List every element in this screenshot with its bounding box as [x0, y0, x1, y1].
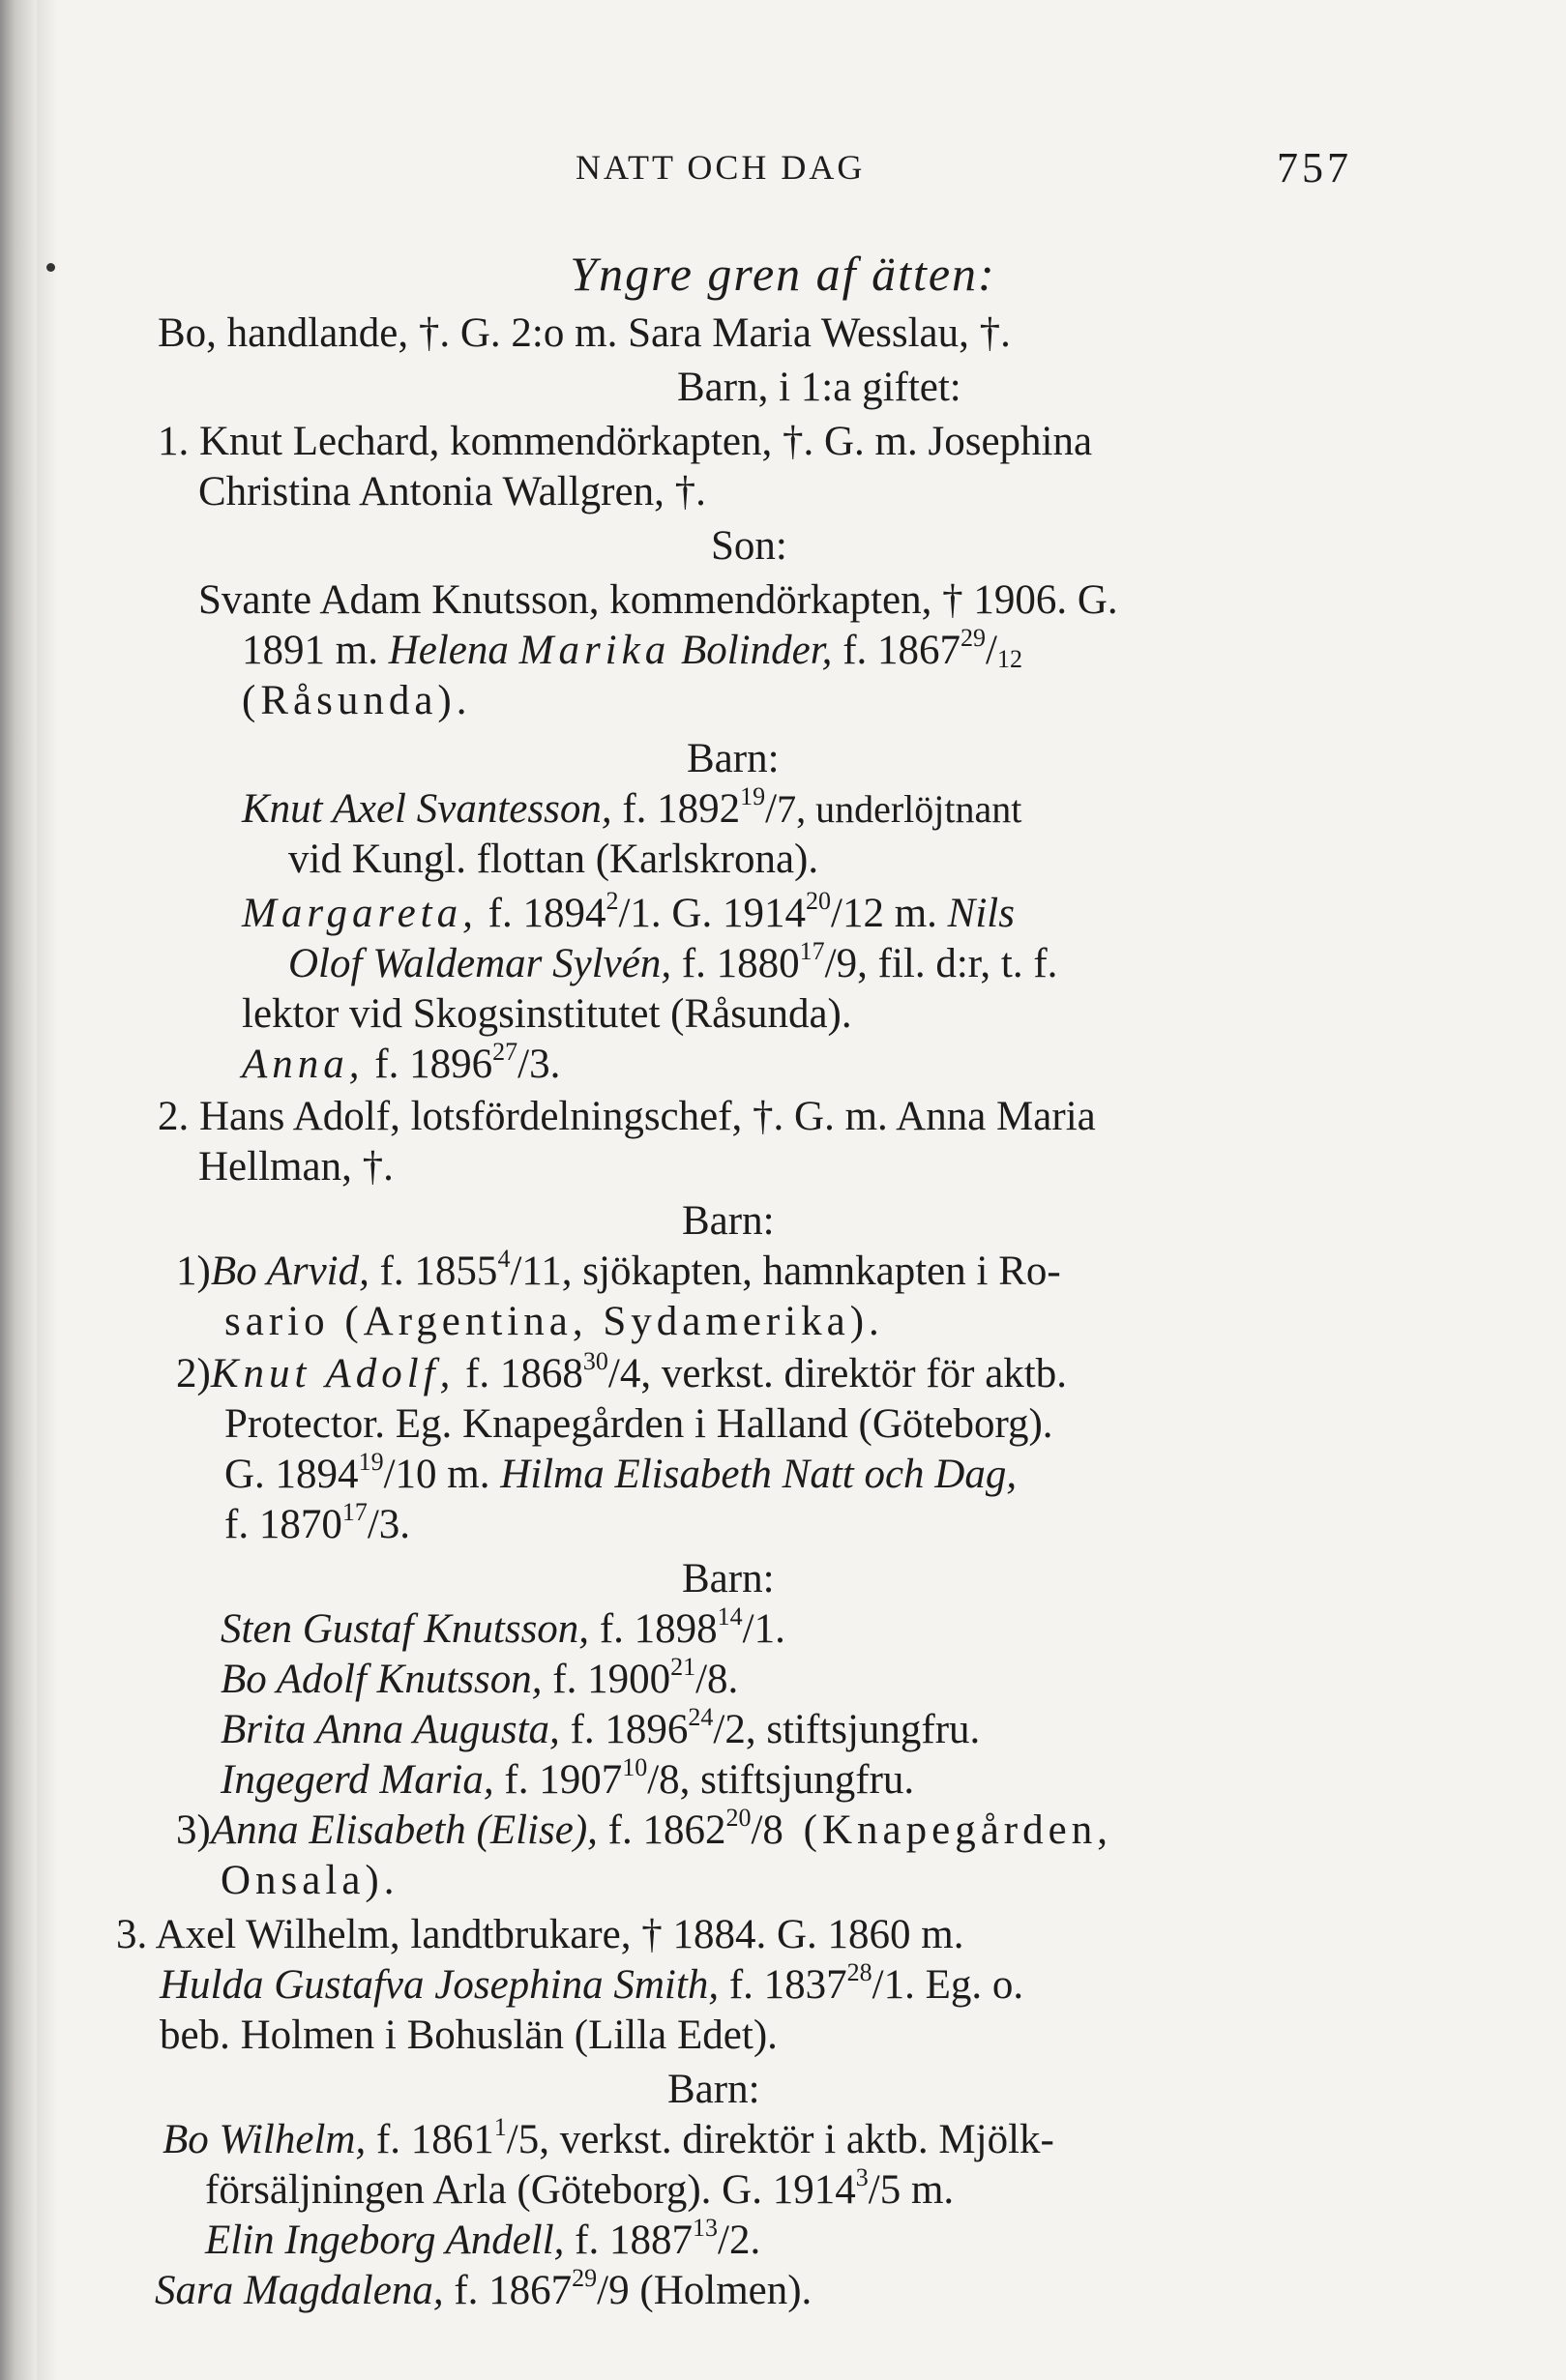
date-day: 13	[693, 2214, 718, 2242]
person-name: Bo Adolf Knutsson,	[221, 1657, 543, 1702]
text-line: G. 1894$^{19}$/10 m. Hilma Elisabeth Natt och Dag,	[224, 1448, 1018, 1497]
list-number: 2)	[176, 1351, 211, 1396]
text-run: 8.	[707, 1657, 739, 1702]
text-run: 1.	[753, 1606, 785, 1652]
subheading: Barn:	[687, 736, 780, 781]
text-run: 8, stiftsjungfru.	[659, 1757, 915, 1803]
text-line: Christina Antonia Wallgren, †.	[198, 469, 706, 514]
place-name: (Råsunda).	[242, 678, 472, 723]
date-text: f. 1887	[575, 2218, 693, 2263]
person-name: Bolinder,	[680, 628, 833, 673]
text-run: 3.	[378, 1502, 411, 1547]
text-line: Sara Magdalena, f. 1867$^{29}$/9 (Holmen).	[155, 2264, 813, 2313]
person-name: Bo Arvid,	[210, 1249, 369, 1294]
text-run: 3.	[529, 1042, 561, 1087]
text-run: 1. Eg. o.	[883, 1962, 1024, 2008]
date-text: f. 1870	[224, 1502, 342, 1547]
date-day: 2	[606, 887, 619, 915]
person-name: Olof Waldemar Sylvén,	[288, 941, 672, 986]
text-line: Sten Gustaf Knutsson, f. 1898$^{14}$/1.	[221, 1602, 785, 1652]
list-number: 1)	[176, 1249, 211, 1294]
text-run: 4, verkst. direktör för aktb.	[619, 1351, 1067, 1396]
text-line: Protector. Eg. Knapegården i Halland (Göteborg).	[224, 1401, 1053, 1447]
text-line: Elin Ingeborg Andell, f. 1887$^{13}$/2.	[205, 2214, 761, 2263]
date-day: 4	[497, 1245, 511, 1273]
date-day: 14	[717, 1602, 743, 1631]
date-day: 10	[622, 1753, 648, 1781]
date-text: G. 1894	[224, 1452, 359, 1497]
page-number: 757	[1277, 144, 1352, 191]
date-day: 1	[493, 2113, 507, 2141]
subheading: Son:	[711, 523, 787, 569]
text-line: Hulda Gustafva Josephina Smith, f. 1837$^{28}$/1. Eg. o.	[160, 1958, 1024, 2008]
text-line: Brita Anna Augusta, f. 1896$^{24}$/2, stiftsjungfru.	[221, 1703, 981, 1752]
person-name: Knut Axel Svantesson,	[242, 786, 612, 832]
date-day: 29	[572, 2264, 598, 2292]
date-day: 3	[855, 2163, 869, 2191]
date-text: f. 1894	[488, 891, 606, 936]
person-name: Brita Anna Augusta,	[221, 1707, 560, 1752]
text-line: Knut Axel Svantesson, f. 1892$^{19}$/7, underlöjtnant	[242, 782, 1022, 832]
text-line: 2. Hans Adolf, lotsfördelningschef, †. G. m. Anna Maria	[158, 1094, 1096, 1139]
text-line: Bo Adolf Knutsson, f. 1900$^{21}$/8.	[221, 1653, 739, 1702]
text-line: Margareta, f. 1894$^2$/1. G. 1914$^{20}$/12 m. Nils	[242, 887, 1015, 936]
date-text: f. 1867	[454, 2268, 573, 2313]
person-name: Helena	[388, 628, 509, 673]
date-text: f. 1880	[681, 941, 800, 986]
date-month: 12	[996, 645, 1022, 673]
text-line: Bo Wilhelm, f. 1861$^1$/5, verkst. direktör i aktb. Mjölk-	[163, 2113, 1054, 2162]
text-run: 9 (Holmen).	[608, 2268, 813, 2313]
person-name: Hulda Gustafva Josephina Smith,	[160, 1962, 720, 2008]
text-line: Bo, handlande, †. G. 2:o m. Sara Maria Wesslau, †.	[158, 310, 1011, 356]
text-line: 3)Anna Elisabeth (Elise), f. 1862$^{20}$/8 (Knapegården,	[176, 1804, 1112, 1853]
text-line: sario (Argentina, Sydamerika).	[224, 1299, 884, 1344]
person-name: Sara Magdalena,	[155, 2268, 444, 2313]
text-line: 2)Knut Adolf, f. 1868$^{30}$/4, verkst. direktör för aktb.	[176, 1347, 1067, 1396]
person-name: Anna,	[242, 1042, 365, 1087]
text-line: 1891 m. Helena Marika Bolinder, f. $1867^{29}/_{12}$	[242, 624, 1022, 673]
date-text: f. 1861	[375, 2117, 494, 2162]
text-line: lektor vid Skogsinstitutet (Råsunda).	[242, 991, 852, 1037]
text-line: Hellman, †.	[198, 1144, 394, 1190]
text-line: Ingegerd Maria, f. 1907$^{10}$/8, stiftsjungfru.	[221, 1753, 915, 1803]
date-day: 19	[358, 1448, 384, 1476]
text-line: Anna, f. 1896$^{27}$/3.	[242, 1038, 561, 1087]
text-run: 2, stiftsjungfru.	[724, 1707, 981, 1752]
date-text: f. 1868	[465, 1351, 583, 1396]
text-run: 5, verkst. direktör i aktb. Mjölk-	[517, 2117, 1054, 2162]
text-run: 5 m.	[879, 2167, 955, 2213]
date-day: 20	[725, 1804, 752, 1832]
person-name: Hilma Elisabeth Natt och Dag,	[500, 1452, 1018, 1497]
date-text: f. 1867	[842, 628, 961, 673]
text-line: 1)Bo Arvid, f. 1855$^4$/11, sjökapten, hamnkapten i Ro-	[176, 1245, 1061, 1294]
text-line: försäljningen Arla (Göteborg). G. 1914$^3$/5 m.	[205, 2163, 955, 2213]
date-text: f. 1907	[504, 1757, 623, 1803]
date-day: 17	[341, 1498, 368, 1526]
date-text: f. 1855	[379, 1249, 498, 1294]
person-name: Elin Ingeborg Andell,	[205, 2218, 565, 2263]
date-day: 29	[960, 624, 987, 652]
place-name: 8 (Knapegården,	[762, 1807, 1112, 1853]
person-name: Bo Wilhelm,	[163, 2117, 367, 2162]
date-day: 19	[740, 782, 766, 810]
place-name: Onsala).	[221, 1858, 399, 1903]
page-header	[0, 144, 1566, 205]
text-run: 2.	[728, 2218, 761, 2263]
person-name: Knut Adolf,	[210, 1351, 456, 1396]
person-name: Nils	[947, 891, 1015, 936]
text-line: vid Kungl. flottan (Karlskrona).	[288, 837, 819, 882]
text-run: försäljningen Arla (Göteborg). G. 1914	[205, 2167, 856, 2213]
date-text: f. 1862	[607, 1807, 726, 1853]
date-day: 21	[670, 1653, 696, 1681]
subheading: Barn:	[682, 1556, 775, 1601]
date-day: 30	[582, 1347, 608, 1375]
text-run: 9, fil. d:r, t. f.	[836, 941, 1058, 986]
date-day: 24	[688, 1703, 714, 1731]
subheading: Barn:	[667, 2067, 760, 2112]
text-run: 7, underlöjtnant	[777, 787, 1022, 831]
date-day: 28	[846, 1958, 872, 1986]
text-run: 10 m.	[395, 1452, 490, 1497]
subheading: Barn, i 1:a giftet:	[677, 365, 961, 410]
person-name: Anna Elisabeth (Elise),	[210, 1807, 598, 1853]
date-text: f. 1837	[728, 1962, 847, 2008]
date-text: f. 1892	[622, 786, 741, 832]
section-title: Yngre gren af ätten:	[570, 247, 996, 301]
text-run: 11, sjökapten, hamnkapten i Ro-	[521, 1249, 1061, 1294]
running-head: NATT OCH DAG	[576, 148, 866, 187]
person-name: Sten Gustaf Knutsson,	[221, 1606, 590, 1652]
date-text: f. 1898	[599, 1606, 718, 1652]
text-line: f. 1870$^{17}$/3.	[224, 1498, 411, 1547]
person-name: Margareta,	[242, 891, 478, 936]
page-binding-edge	[0, 0, 37, 2380]
text-line: Svante Adam Knutsson, kommendörkapten, † 1906. G.	[198, 577, 1118, 623]
text-run: 1. G. 1914	[630, 891, 806, 936]
text-line: beb. Holmen i Bohuslän (Lilla Edet).	[160, 2013, 778, 2058]
date-day: 20	[805, 887, 831, 915]
text-run: 1891 m.	[242, 628, 378, 673]
text-run: 12 m.	[842, 891, 937, 936]
date-text: f. 1900	[552, 1657, 671, 1702]
page-binding-shadow	[37, 0, 58, 2380]
date-text: f. 1896	[570, 1707, 689, 1752]
text-line: 1. Knut Lechard, kommendörkapten, †. G. m. Josephina	[158, 419, 1093, 464]
text-line: 3. Axel Wilhelm, landtbrukare, † 1884. G. 1860 m.	[116, 1912, 964, 1957]
date-text: f. 1896	[374, 1042, 493, 1087]
date-day: 27	[492, 1038, 518, 1066]
date-day: 17	[799, 937, 825, 965]
person-name: Marika	[518, 628, 671, 673]
subheading: Barn:	[682, 1198, 775, 1244]
list-number: 3)	[176, 1807, 211, 1853]
text-line: Olof Waldemar Sylvén, f. 1880$^{17}$/9, fil. d:r, t. f.	[288, 937, 1058, 986]
person-name: Ingegerd Maria,	[221, 1757, 494, 1803]
